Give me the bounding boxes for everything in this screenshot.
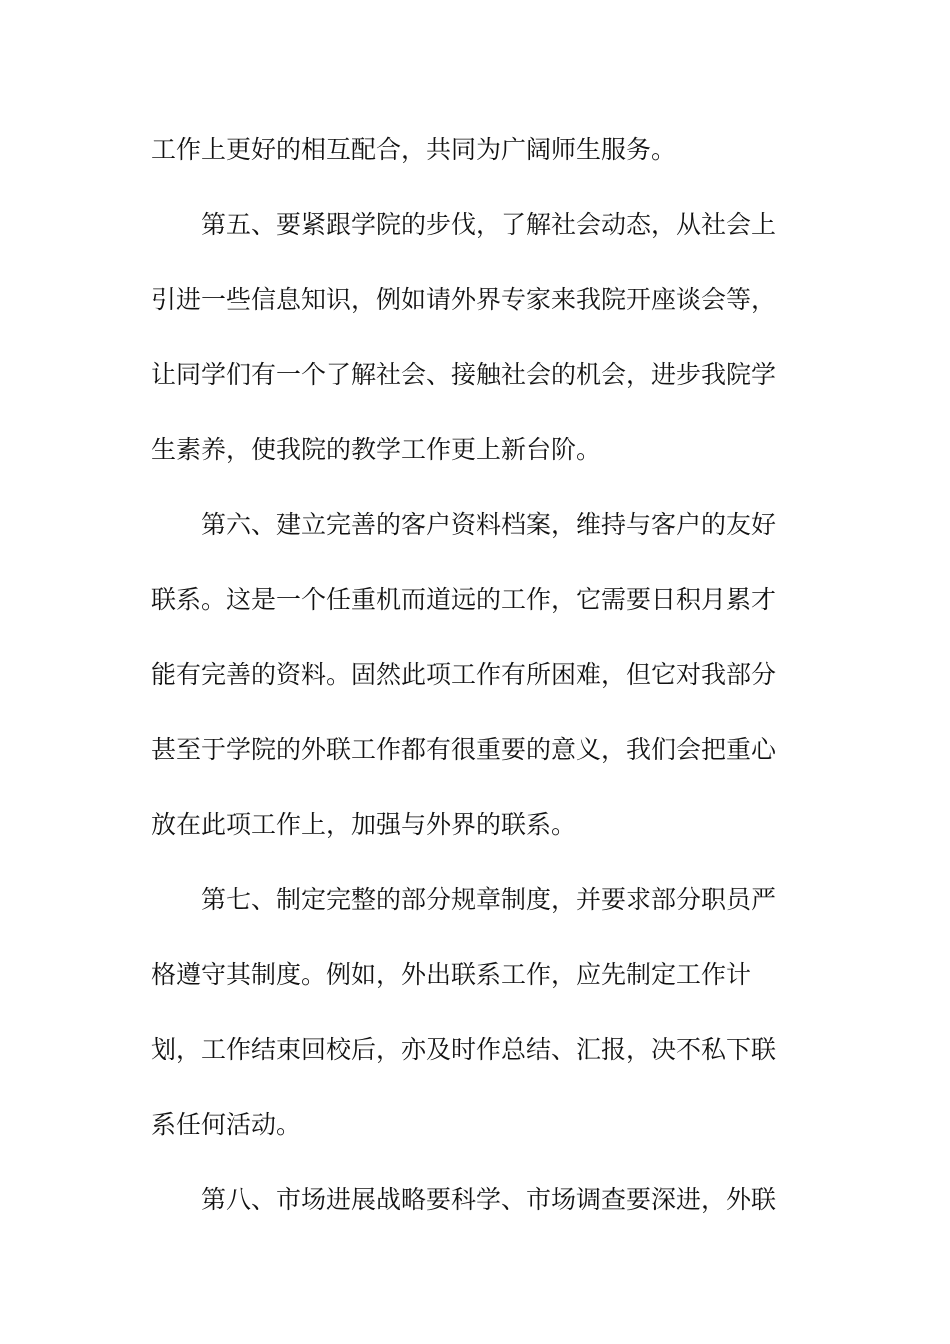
text-line-5: 生素养，使我院的教学工作更上新台阶。 bbox=[151, 435, 602, 464]
text-line-14: 系任何活动。 bbox=[151, 1110, 302, 1139]
text-line-2: 第五、要紧跟学院的步伐，了解社会动态，从社会上 bbox=[201, 210, 777, 239]
text-line-8: 能有完善的资料。固然此项工作有所困难，但它对我部分 bbox=[151, 660, 777, 689]
text-line-15: 第八、市场进展战略要科学、市场调查要深进，外联 bbox=[201, 1185, 777, 1214]
text-line-11: 第七、制定完整的部分规章制度，并要求部分职员严 bbox=[201, 885, 777, 914]
text-line-9: 甚至于学院的外联工作都有很重要的意义，我们会把重心 bbox=[151, 735, 777, 764]
text-line-3: 引进一些信息知识，例如请外界专家来我院开座谈会等， bbox=[151, 285, 777, 314]
text-line-6: 第六、建立完善的客户资料档案，维持与客户的友好 bbox=[201, 510, 777, 539]
text-line-10: 放在此项工作上，加强与外界的联系。 bbox=[151, 810, 577, 839]
text-line-7: 联系。这是一个任重机而道远的工作，它需要日积月累才 bbox=[151, 585, 777, 614]
text-line-12: 格遵守其制度。例如，外出联系工作，应先制定工作计 bbox=[151, 960, 752, 989]
text-line-1: 工作上更好的相互配合，共同为广阔师生服务。 bbox=[151, 135, 677, 164]
text-line-13: 划，工作结束回校后，亦及时作总结、汇报，决不私下联 bbox=[151, 1035, 777, 1064]
text-line-4: 让同学们有一个了解社会、接触社会的机会，进步我院学 bbox=[151, 360, 777, 389]
